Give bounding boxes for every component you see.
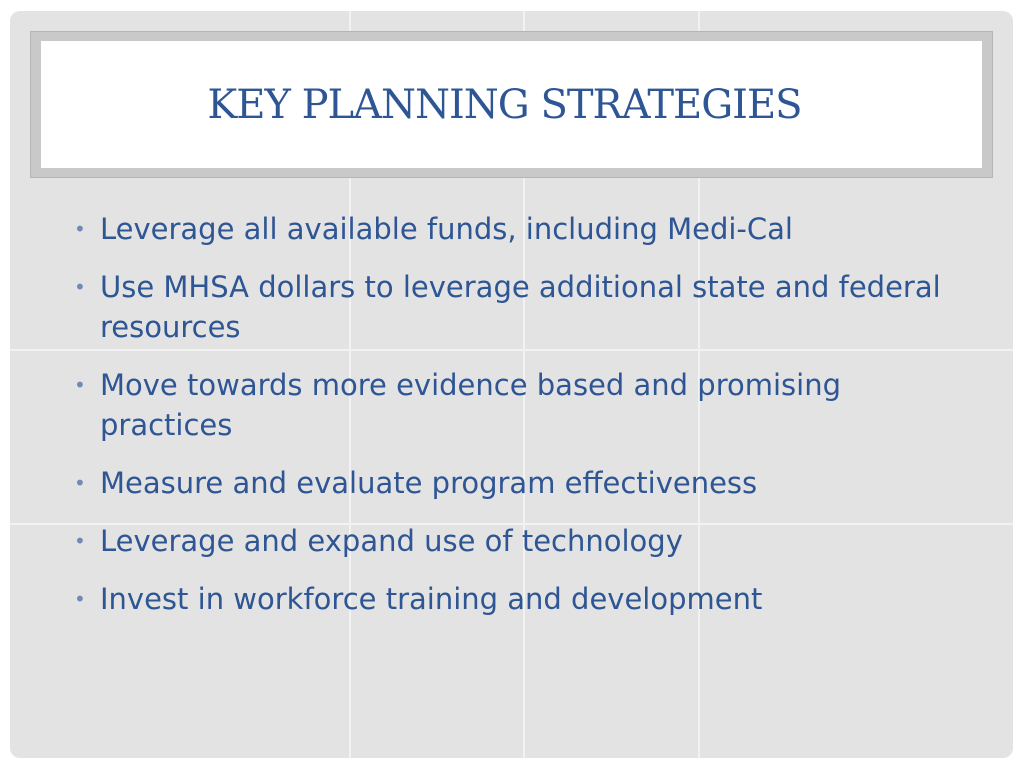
bullet-text: Leverage all available funds, including Medi-Cal xyxy=(100,212,793,246)
bullet-icon: • xyxy=(74,275,86,299)
bullet-icon: • xyxy=(74,373,86,397)
bullet-text: Leverage and expand use of technology xyxy=(100,524,683,558)
bullet-item xyxy=(68,579,978,619)
bullet-item xyxy=(68,463,978,503)
bullet-icon: • xyxy=(74,587,86,611)
title-box xyxy=(41,41,982,168)
slide xyxy=(10,11,1013,758)
bullet-icon: • xyxy=(74,217,86,241)
bullet-list xyxy=(68,209,978,637)
bullet-item xyxy=(68,209,978,249)
bullet-item xyxy=(68,267,978,347)
bullet-icon: • xyxy=(74,529,86,553)
bullet-text: Use MHSA dollars to leverage additional state and federal resources xyxy=(100,270,941,344)
bullet-text: Invest in workforce training and development xyxy=(100,582,763,616)
title-frame xyxy=(30,31,993,178)
bullet-icon: • xyxy=(74,471,86,495)
bullet-text: Move towards more evidence based and promising practices xyxy=(100,368,842,442)
bullet-item xyxy=(68,521,978,561)
bullet-item xyxy=(68,365,978,445)
slide-title: KEY PLANNING STRATEGIES xyxy=(207,81,802,128)
bullet-text: Measure and evaluate program effectiveness xyxy=(100,466,758,500)
